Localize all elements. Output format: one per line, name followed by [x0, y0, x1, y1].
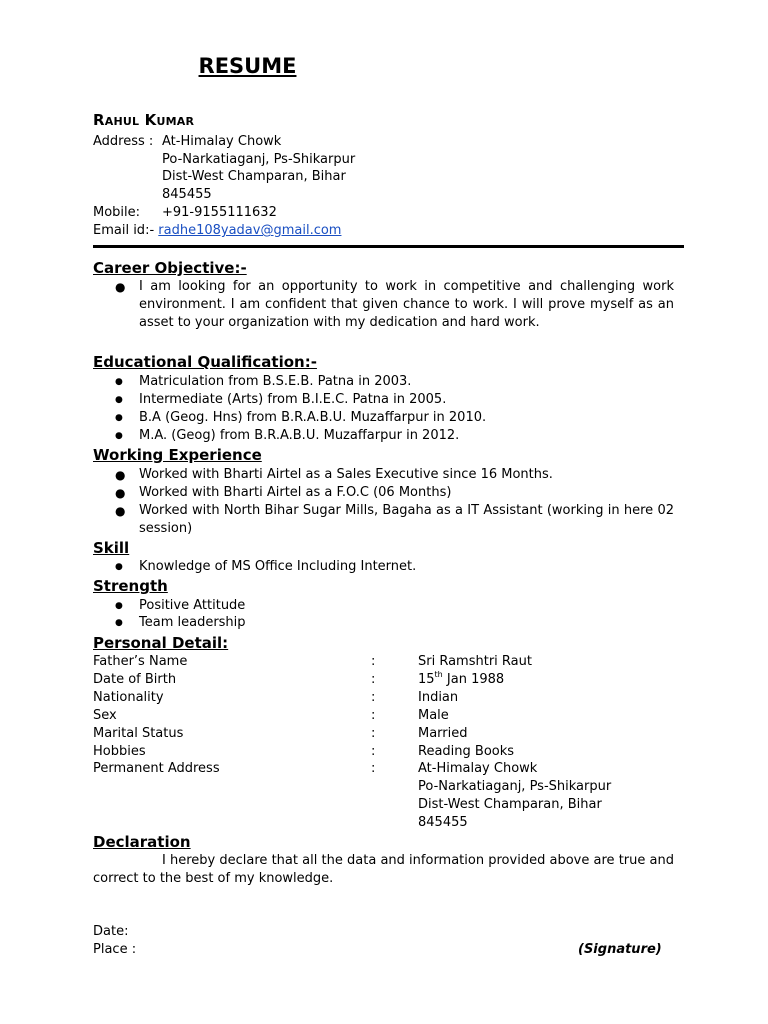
- email-row: [93, 222, 341, 240]
- mobile-label: Mobile:: [93, 205, 141, 220]
- experience-heading: Working Experience: [93, 446, 262, 464]
- education-item: Matriculation from B.S.E.B. Patna in 2003.: [139, 374, 412, 389]
- signature-label: (Signature): [578, 942, 662, 957]
- personal-detail-heading: Personal Detail:: [93, 634, 229, 652]
- mobile-number: +91-9155111632: [162, 205, 277, 220]
- declaration-text: I hereby declare that all the data and information provided above are true and correct to the best of my knowledge.: [93, 853, 674, 886]
- list-item: [93, 427, 674, 445]
- permanent-address-line: At-Himalay Chowk: [418, 761, 538, 776]
- permanent-address-label: Permanent Address: [93, 761, 220, 776]
- colon: :: [371, 708, 376, 723]
- career-objective-text: I am looking for an opportunity to work in competitive and challenging work environment. I am confident that given chance to work. I will prove myself as an asset to your organization with my dedication and hard work.: [139, 279, 674, 330]
- bullet-icon: ●: [115, 431, 123, 441]
- strength-heading: Strength: [93, 577, 168, 595]
- marital-status-value: Married: [418, 726, 468, 741]
- address-line-2: Po-Narkatiaganj, Ps-Shikarpur: [162, 152, 356, 167]
- list-item: [93, 558, 674, 576]
- education-item: B.A (Geog. Hns) from B.R.A.B.U. Muzaffarpur in 2010.: [139, 410, 487, 425]
- experience-item: Worked with Bharti Airtel as a Sales Executive since 16 Months.: [139, 467, 553, 482]
- colon: :: [371, 654, 376, 669]
- list-item: [93, 466, 674, 484]
- email-link[interactable]: radhe108yadav@gmail.com: [158, 223, 342, 238]
- bullet-icon: ●: [115, 280, 126, 294]
- hobbies-label: Hobbies: [93, 744, 146, 759]
- list-item: [93, 278, 674, 332]
- bullet-icon: ●: [115, 468, 126, 482]
- bullet-icon: ●: [115, 395, 123, 405]
- declaration-heading: Declaration: [93, 833, 191, 851]
- resume-title: RESUME: [198, 54, 297, 78]
- list-item: [93, 373, 674, 391]
- bullet-icon: ●: [115, 486, 126, 500]
- career-objective-heading: Career Objective:-: [93, 259, 247, 277]
- nationality-label: Nationality: [93, 690, 164, 705]
- address-line-4: 845455: [162, 187, 212, 202]
- fathers-name-value: Sri Ramshtri Raut: [418, 654, 532, 669]
- colon: :: [371, 744, 376, 759]
- strength-item: Positive Attitude: [139, 598, 246, 613]
- place-label: Place :: [93, 942, 137, 957]
- dob-day: 15: [418, 672, 435, 687]
- candidate-name: Rahul Kumar: [93, 111, 195, 129]
- experience-item: Worked with North Bihar Sugar Mills, Bagaha as a IT Assistant (working in here 02 session): [139, 503, 674, 536]
- colon: :: [371, 672, 376, 687]
- list-item: [93, 502, 674, 538]
- list-item: [93, 484, 674, 502]
- education-item: Intermediate (Arts) from B.I.E.C. Patna in 2005.: [139, 392, 447, 407]
- address-line-1: At-Himalay Chowk: [162, 134, 282, 149]
- colon: :: [371, 761, 376, 776]
- bullet-icon: ●: [115, 413, 123, 423]
- bullet-icon: ●: [115, 377, 123, 387]
- address-label: Address :: [93, 134, 154, 149]
- dob-rest: Jan 1988: [442, 672, 505, 687]
- strength-item: Team leadership: [139, 615, 246, 630]
- list-item: [93, 614, 674, 632]
- education-heading: Educational Qualification:-: [93, 353, 317, 371]
- email-label: Email id:-: [93, 223, 155, 238]
- fathers-name-label: Father’s Name: [93, 654, 188, 669]
- sex-label: Sex: [93, 708, 117, 723]
- header-divider: [93, 245, 684, 248]
- dob-label: Date of Birth: [93, 672, 177, 687]
- bullet-icon: ●: [115, 504, 126, 518]
- dob-suffix: th: [434, 670, 443, 679]
- bullet-icon: ●: [115, 618, 123, 628]
- date-label: Date:: [93, 924, 129, 939]
- bullet-icon: ●: [115, 601, 123, 611]
- permanent-address-line: 845455: [418, 815, 468, 830]
- list-item: [93, 409, 674, 427]
- bullet-icon: ●: [115, 562, 123, 572]
- experience-item: Worked with Bharti Airtel as a F.O.C (06 Months): [139, 485, 452, 500]
- address-line-3: Dist-West Champaran, Bihar: [162, 169, 346, 184]
- colon: :: [371, 726, 376, 741]
- list-item: [93, 597, 674, 615]
- list-item: [93, 391, 674, 409]
- marital-status-label: Marital Status: [93, 726, 184, 741]
- sex-value: Male: [418, 708, 449, 723]
- skill-heading: Skill: [93, 539, 130, 557]
- dob-value: [418, 671, 504, 689]
- colon: :: [371, 690, 376, 705]
- permanent-address-line: Dist-West Champaran, Bihar: [418, 797, 602, 812]
- education-item: M.A. (Geog) from B.R.A.B.U. Muzaffarpur in 2012.: [139, 428, 460, 443]
- permanent-address-line: Po-Narkatiaganj, Ps-Shikarpur: [418, 779, 612, 794]
- hobbies-value: Reading Books: [418, 744, 515, 759]
- nationality-value: Indian: [418, 690, 459, 705]
- skill-item: Knowledge of MS Office Including Internet.: [139, 559, 417, 574]
